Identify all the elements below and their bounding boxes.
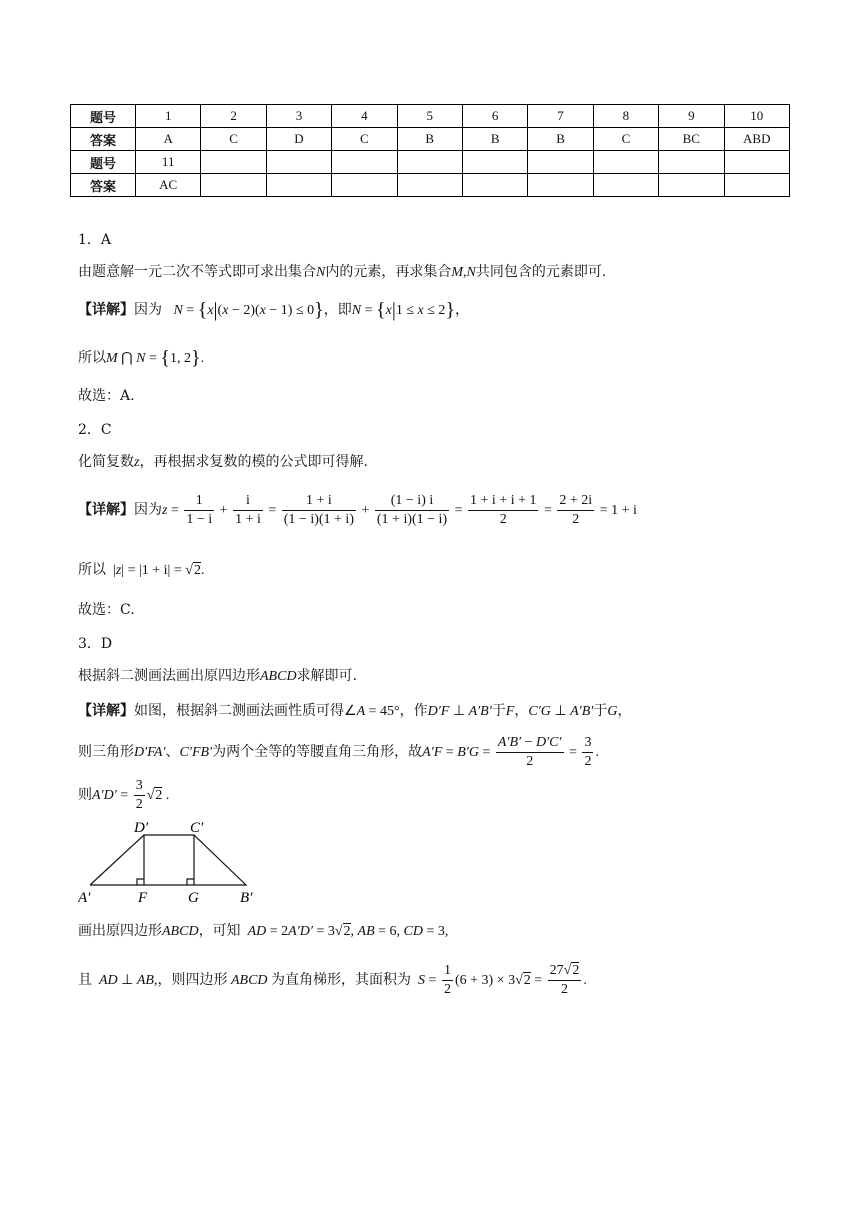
q3-ad-result: 则A′D′ = $\frac{3}{2}$ √2 . [78,778,170,813]
table-cell: D [266,128,331,151]
q1-set-n-result: N = {x|1 ≤ x ≤ 2} [351,299,456,321]
q3-area-formula: S = $\frac{1}{2}$ (6 + 3) × 3√2 = $\frac{27√2}{2}$ . [418,963,587,998]
table-cell: 3 [266,105,331,128]
table-cell: C [201,128,266,151]
q3-heading: 3．D [78,636,113,652]
table-cell: BC [659,128,724,151]
q1-choice: 故选：A. [78,388,135,404]
table-cell [528,151,593,174]
q3-ad-formula: A′D′ = $\frac{3}{2}$ √2 . [92,778,170,813]
q3-analysis: 根据斜二测画法画出原四边形ABCD求解即可. [78,668,358,684]
q2-heading: 2．C [78,422,112,438]
q3-triangles: 则三角形D′FA′、C′FB′为两个全等的等腰直角三角形，故A′F = B′G = $\frac{A'B' - D'C'}{2}$ = $\frac{3}{2}$ . [78,735,599,770]
q3-original-shape: 画出原四边形ABCD，可知 AD = 2A′D′ = 3√2, AB = 6, CD = 3, [78,923,449,939]
q1-heading: 1．A [78,232,112,248]
label-g: G [188,890,199,906]
q3-detail: 【详解】如图，根据斜二测画法画性质可得∠A = 45°，作D′F ⊥ A′B′于F，C′G ⊥ A′B′于G， [78,703,632,719]
table-cell [397,174,462,197]
q1-detail: 【详解】因为 N = {x|(x − 2)(x − 1) ≤ 0}，即N = {x|1 ≤ x ≤ 2}， [78,299,470,321]
q2-conclusion: 所以 |z| = |1 + i| = √2. [78,562,205,578]
table-cell: B [528,128,593,151]
table-cell: AC [136,174,201,197]
trapezoid-outline [90,835,246,885]
q2-analysis: 化简复数z，再根据求复数的模的公式即可得解. [78,454,368,470]
q2-choice: 故选：C. [78,602,135,618]
table-cell [724,174,789,197]
table-cell [724,151,789,174]
q2-modulus-formula: |z| = |1 + i| = √2. [106,563,205,578]
table-cell [201,151,266,174]
right-angle-mark-g [187,879,194,885]
table-cell [593,174,658,197]
q3-perp-cg-formula: C′G ⊥ A′B′ [528,704,594,719]
q3-perp-df-formula: D′F ⊥ A′B′ [427,704,492,719]
table-cell: 8 [593,105,658,128]
table-header-cell: 答案 [71,174,136,197]
label-c: C′ [190,820,204,836]
table-cell: B [462,128,527,151]
table-cell: 2 [201,105,266,128]
q1-intersection-formula: M ⋂ N = {1, 2}. [106,347,205,369]
table-row [71,105,790,128]
table-cell [201,174,266,197]
table-cell: B [397,128,462,151]
q1-analysis: 由题意解一元二次不等式即可求出集合N内的元素，再求集合M,N共同包含的元素即可. [78,264,607,280]
table-cell: ABD [724,128,789,151]
table-cell [462,151,527,174]
table-cell: 10 [724,105,789,128]
table-cell [659,151,724,174]
table-cell: 4 [332,105,397,128]
table-cell [332,174,397,197]
label-f: F [138,890,148,906]
label-b: B′ [240,890,253,906]
table-row [71,128,790,151]
label-a: A′ [78,890,91,906]
q2-detail: 【详解】因为z = $\frac{1}{1 - i}$ + $\frac{i}{1 + i}$ = $\frac{1 + i}{(1 - i)(1 + i)}$ + $\frac{(1 - i) i}{(1 + i)(1 - i)}$ = $\frac{1 + i + i + 1}{2}$ = $\frac{2 + 2i}{2}$ = 1 + i [78,493,637,528]
table-cell [659,174,724,197]
table-row [71,151,790,174]
table-cell: A [136,128,201,151]
table-cell: C [593,128,658,151]
table-cell [332,151,397,174]
table-cell: 6 [462,105,527,128]
q3-af-formula: A′F = B′G = $\frac{A'B' - D'C'}{2}$ = $\frac{3}{2}$ . [422,735,599,770]
table-cell: 5 [397,105,462,128]
table-header-cell: 题号 [71,151,136,174]
q3-area: 且 AD ⊥ AB,，则四边形 ABCD 为直角梯形，其面积为 S = $\frac{1}{2}$ (6 + 3) × 3√2 = $\frac{27√2}{2}$ . [78,963,587,998]
answer-table [70,104,790,197]
table-row [71,174,790,197]
table-cell [593,151,658,174]
table-cell [528,174,593,197]
table-header-cell: 答案 [71,128,136,151]
q3-lengths-formula: AD = 2A′D′ = 3√2, AB = 6, CD = 3, [247,924,449,939]
table-cell: 1 [136,105,201,128]
table-cell [266,151,331,174]
table-cell [397,151,462,174]
table-cell: 9 [659,105,724,128]
table-cell: 11 [136,151,201,174]
trapezoid-figure [78,818,268,906]
q2-z-formula: z = $\frac{1}{1 - i}$ + $\frac{i}{1 + i}$ = $\frac{1 + i}{(1 - i)(1 + i)}$ + $\frac{(1 - i) i}{(1 + i)(1 - i)}$ = $\frac{1 + i + i + 1}{2}$ = $\frac{2 + 2i}{2}$ = 1 + i [162,493,637,528]
table-cell [462,174,527,197]
q1-set-n-formula: N = {x|(x − 2)(x − 1) ≤ 0} [173,299,324,321]
q1-conclusion: 所以M ⋂ N = {1, 2}. [78,347,205,369]
q3-angle-formula: ∠A = 45° [344,704,400,719]
table-header-cell: 题号 [71,105,136,128]
table-cell: C [332,128,397,151]
table-cell: 7 [528,105,593,128]
right-angle-mark-f [137,879,144,885]
table-cell [266,174,331,197]
label-d: D′ [134,820,149,836]
